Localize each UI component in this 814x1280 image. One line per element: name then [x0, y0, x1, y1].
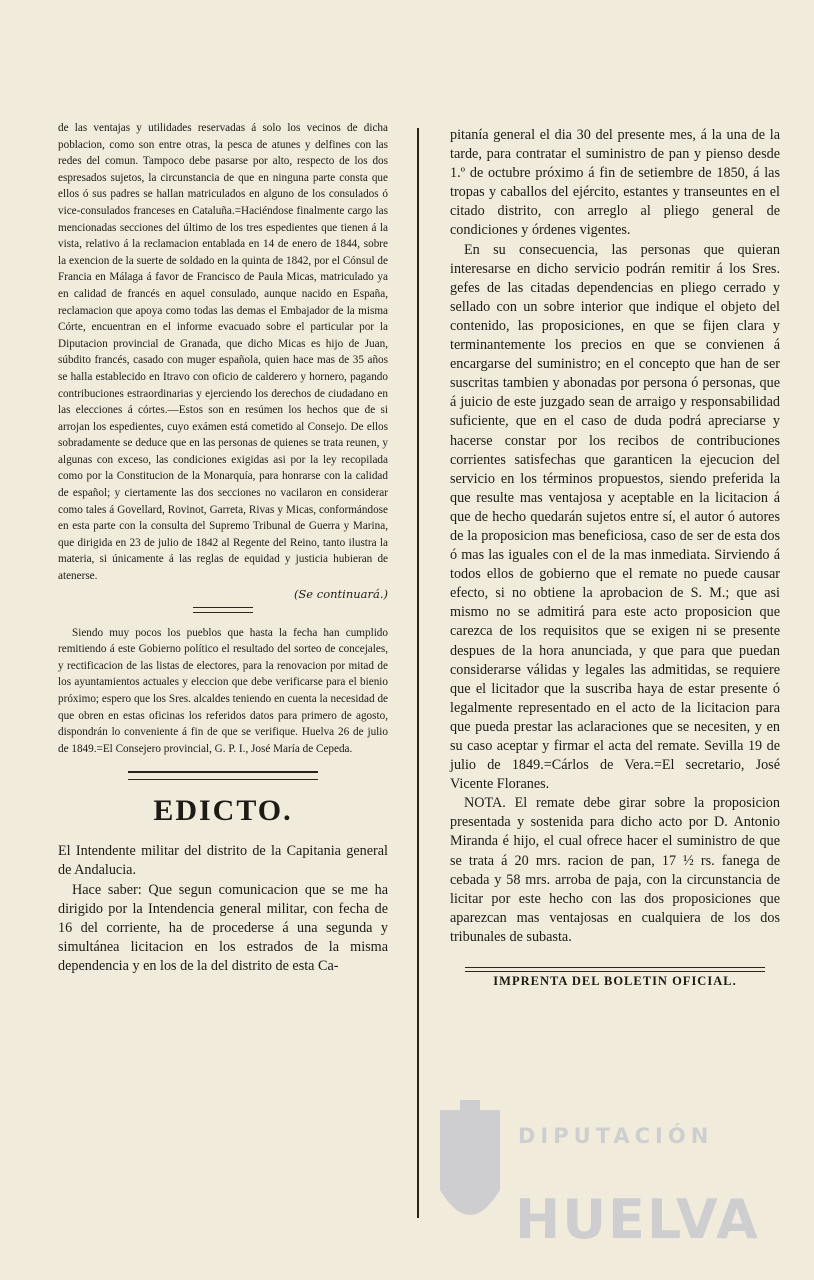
- archive-watermark: [410, 1090, 790, 1260]
- footer-rule: [465, 967, 765, 972]
- edict-body-start: Hace saber: Que segun comunicacion que se me ha dirigido por la Intendencia general militar, con fecha de 16 del corriente, ha de procederse á una segunda y simultánea licitacion en los estrados de la misma dependencia y en los de la del distrito de esta Ca-: [58, 881, 388, 974]
- section-divider: [193, 607, 253, 613]
- left-column: [58, 120, 388, 976]
- crest-icon: [430, 1100, 510, 1250]
- continued-note: (Se continuará.): [293, 586, 388, 601]
- watermark-arc-text: DIPUTACIÓN: [518, 1124, 714, 1148]
- edict-conditions-paragraph: En su consecuencia, las personas que quieran interesarse en dicho servicio podrán remitir á los Sres. gefes de las citadas dependencias en pliego cerrado y sellado con un sobre interior que indique el objeto del contenido, las proposiciones, en que se fijen clara y terminantemente los precios en que se convienen á encargarse del suministro; en el concepto que han de ser suscritas tambien y abonadas por persona ó personas, que á juicio de este juzgado sean de arraigo y responsabilidad suficiente, que en el caso de duda podrá apreciarse y hacerse constar por los recibos de contribuciones corrientes satisfechas que garanticen la ejecucion del servicio en los términos propuestos, siendo preferida la que resulte mas ventajosa y aceptable en la licitacion á que de hecho quedarán sujetos entre sí, el autor ó autores de la proposicion mas beneficiosa, caso de ser de esta dos ó mas las iguales con el de la mas inmediata. Sirviendo á todos ellos de gobierno que el remate no puede causar efecto, si no obtiene la aprobacion de S. M.; que asi mismo no se admitirá para este acto proposicion que carezca de los requisitos que se exigen ni se presente despues de la hora anunciada, y que para que puedan considerarse válidas y legales las admitidas, se requiere que el licitador que la suscriba haya de estar presente ó legalmente representado en el acto de la licitacion para que pueda prestar las aclaraciones que se necesiten, y en su caso aceptar y firmar el acta del remate. Sevilla 19 de julio de 1849.=Cárlos de Vera.=El secretario, José Vicente Floranes.: [450, 241, 780, 793]
- watermark-text: HUELVA: [515, 1188, 760, 1251]
- column-divider: [417, 128, 419, 1218]
- edict-nota-paragraph: NOTA. El remate debe girar sobre la proposicion presentada y sostenida para dicho acto por D. Antonio Miranda é hijo, el cual ofrece hacer el suministro de que se trata á 20 mrs. racion de pan, 17 ½ rs. fanega de cebada y 58 mrs. arroba de paja, con la circunstancia de licitar por este hecho con las dos proposiciones que aparezcan mas ventajosas en cualquiera de los dos tribunales de subasta.: [450, 795, 780, 945]
- right-column: [450, 126, 780, 989]
- edict-title: EDICTO.: [153, 794, 293, 828]
- consejo-report-paragraph: de las ventajas y utilidades reservadas á solo los vecinos de dicha poblacion, como son entre otras, la pesca de atunes y delfines con las redes del comun. Tampoco debe pasarse por alto, respecto de los dos espresados sujetos, la circunstancia de que en ninguna parte consta que ellos ó sus padres se hallan matriculados en alguno de los consulados ó vice-consulados franceses en Cataluña.=Haciéndose finalmente cargo las mencionadas secciones del último de los tres espedientes que tienen á la vista, relativo á la reclamacion entablada en 14 de enero de 1844, sobre la exencion de la suerte de soldado en la quinta de 1842, por el Cónsul de Francia en Málaga á favor de Francisco de Paula Micas, matriculado ya en calidad de francés en aquel consulado, aunque nacido en España, reclamacion que apoya como todas las demas el Embajador de la misma Córte, encuentran en el informe evacuado sobre el particular por la Diputacion provincial de Granada, que dicho Micas es hijo de Juan, súbdito francés, casado con muger española, quien hace mas de 35 años se halla establecido en Itravo con oficio de calderero y hornero, pagando contribuciones estraordinarias y ejerciendo los derechos de ciudadano en las elecciones á córtes.—Estos son en resúmen los hechos que de si arrojan los espedientes, cuyo exámen está cometido al Consejo. De ellos sobradamente se deduce que en las personas de quienes se trata reunen, y algunas con exceso, las condiciones exigidas asi por la ley recopilada como por la Constitucion de la Monarquía, para honrarse con la calidad de español; y ciertamente las dos secciones no vacilaron en considerar como tales á Govellard, Rovinot, Garreta, Rivas y Micas, conformándose en esta parte con la consulta del Supremo Tribunal de Guerra y Marina, que dirigida en 23 de julio de 1842 al Regente del Reino, tanto ilustra la materia, si únicamente á las reglas de equidad y justicia hubieran de atenerse.: [58, 122, 388, 583]
- edict-intro: El Intendente militar del distrito de la Capitania general de Andalucia.: [58, 843, 388, 879]
- edict-rule: [128, 771, 318, 780]
- gobierno-notice-paragraph: Siendo muy pocos los pueblos que hasta la fecha han cumplido remitiendo á este Gobierno político el resultado del sorteo de concejales, y rectificacion de las listas de electores, para la renovacion por mitad de los ayuntamientos actuales y eleccion que debe verificarse para el bienio próximo; espero que los Sres. alcaldes teniendo en cuenta la necesidad de que obren en estas oficinas los referidos datos para primero de agosto, dispondrán lo conveniente á fin de que se verifique. Huelva 26 de julio de 1849.=El Consejero provincial, G. P. I., José María de Cepeda.: [58, 626, 388, 755]
- edict-body-continued: pitanía general el dia 30 del presente mes, á la una de la tarde, para contratar el suministro de pan y pienso desde 1.º de octubre próximo á fin de setiembre de 1850, á las tropas y caballos del ejército, estantes y transeuntes en el citado distrito, con arreglo al pliego general de condiciones y órdenes vigentes.: [450, 127, 780, 239]
- printer-imprint: IMPRENTA DEL BOLETIN OFICIAL.: [493, 974, 737, 989]
